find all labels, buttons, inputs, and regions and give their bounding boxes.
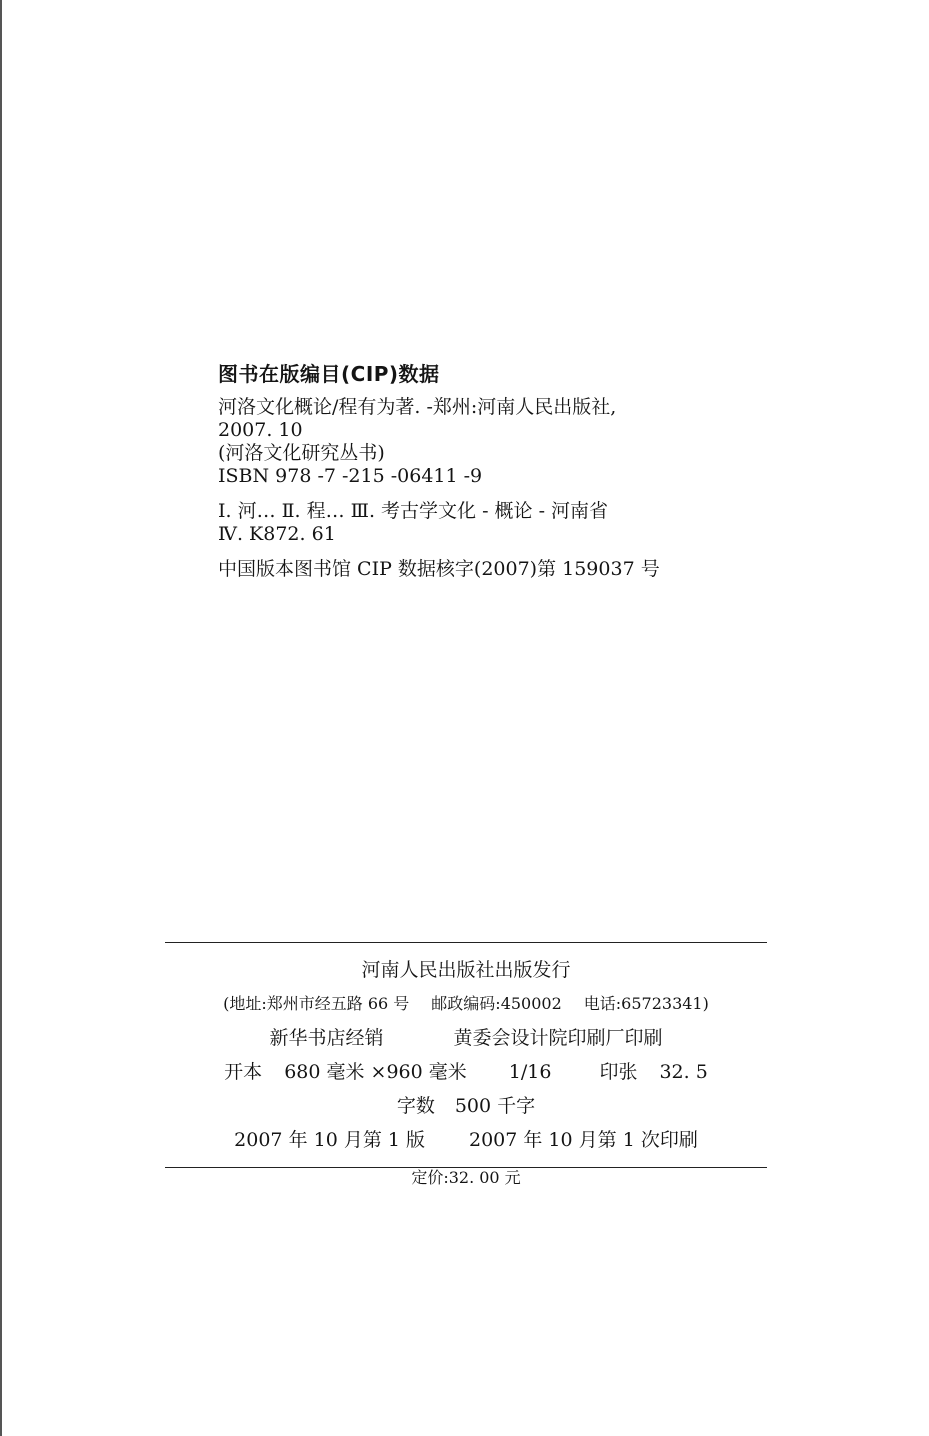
top-rule bbox=[165, 942, 767, 943]
format-line bbox=[165, 1055, 767, 1089]
scan-edge-line bbox=[0, 0, 2, 1436]
cip-series-line: (河洛文化研究丛书) bbox=[218, 442, 385, 464]
cip-approval-line: 中国版本图书馆 CIP 数据核字(2007)第 159037 号 bbox=[218, 558, 660, 580]
format-fraction: 1/16 bbox=[508, 1061, 552, 1083]
spacer bbox=[218, 546, 778, 558]
phone-text: 电话:65723341) bbox=[583, 994, 709, 1013]
edition-line bbox=[165, 1123, 767, 1157]
price-label: 定价:32. 00 元 bbox=[411, 1168, 521, 1187]
cip-title-line: 河洛文化概论/程有为著. -郑州:河南人民出版社, bbox=[218, 396, 617, 418]
printer-text: 黄委会设计院印刷厂印刷 bbox=[453, 1027, 663, 1049]
postcode-text: 邮政编码:450002 bbox=[431, 994, 562, 1013]
distributor-text: 新华书店经销 bbox=[269, 1027, 384, 1049]
spacer bbox=[218, 488, 778, 500]
publisher-line: 河南人民出版社出版发行 bbox=[361, 959, 571, 981]
words-label: 字数 bbox=[396, 1095, 435, 1117]
cip-classification-line: Ⅰ. 河… Ⅱ. 程… Ⅲ. 考古学文化 - 概论 - 河南省 bbox=[218, 500, 609, 522]
cip-heading: 图书在版编目(CIP)数据 bbox=[218, 362, 440, 386]
cip-date-line: 2007. 10 bbox=[218, 419, 303, 441]
cip-call-number-line: Ⅳ. K872. 61 bbox=[218, 523, 336, 545]
printing-text: 2007 年 10 月第 1 次印刷 bbox=[469, 1129, 698, 1151]
format-value: 680 毫米 ×960 毫米 bbox=[284, 1061, 467, 1083]
cip-data-block bbox=[218, 360, 778, 581]
cip-isbn-line: ISBN 978 -7 -215 -06411 -9 bbox=[218, 465, 483, 487]
address-text: (地址:郑州市经五路 66 号 bbox=[223, 994, 410, 1013]
imprint-block bbox=[165, 942, 767, 1168]
sheets-label: 印张 bbox=[599, 1061, 638, 1083]
distribution-line bbox=[165, 1021, 767, 1055]
format-label: 开本 bbox=[224, 1061, 263, 1083]
address-line bbox=[165, 987, 767, 1021]
words-value: 500 千字 bbox=[454, 1095, 536, 1117]
sheets-value: 32. 5 bbox=[659, 1061, 708, 1083]
word-count-line bbox=[165, 1089, 767, 1123]
edition-text: 2007 年 10 月第 1 版 bbox=[234, 1129, 425, 1151]
